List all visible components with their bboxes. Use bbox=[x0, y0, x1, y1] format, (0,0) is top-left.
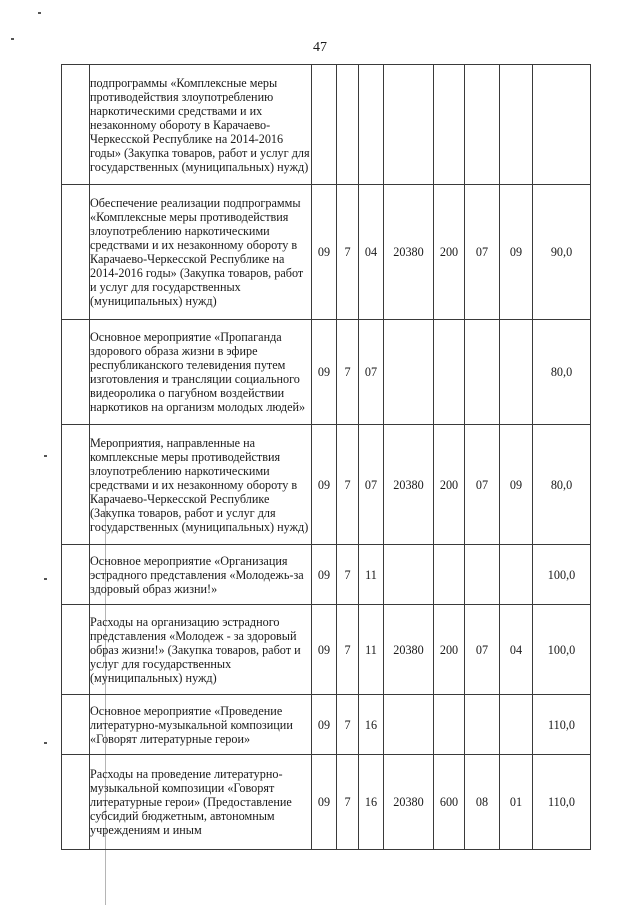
kosgu-code-1 bbox=[465, 65, 500, 185]
row-description: Основное мероприятие «Пропаганда здорового образа жизни в эфире республиканского телевидения путем изготовления и трансляции социального видеоролика о пагубном воздействии наркотиков на организм молодых людей» bbox=[90, 320, 312, 425]
section-code: 7 bbox=[337, 425, 359, 545]
subsection-code: 04 bbox=[359, 185, 384, 320]
subsection-code: 11 bbox=[359, 605, 384, 695]
kosgu-code-1 bbox=[465, 320, 500, 425]
section-code: 7 bbox=[337, 320, 359, 425]
row-description: Мероприятия, направленные на комплексные меры противодействия злоупотреблению наркотическими средствами и их незаконному обороту в Карачаево-Черкесской Республике (Закупка товаров, работ и услуг для государственных (муниципальных) нужд) bbox=[90, 425, 312, 545]
kosgu-code-2 bbox=[500, 320, 533, 425]
target-code: 20380 bbox=[384, 425, 434, 545]
kosgu-code-1: 07 bbox=[465, 185, 500, 320]
amount: 110,0 bbox=[533, 755, 591, 850]
kosgu-code-2: 09 bbox=[500, 185, 533, 320]
expense-type-code bbox=[434, 545, 465, 605]
kosgu-code-2: 09 bbox=[500, 425, 533, 545]
row-description: Расходы на проведение литературно-музыкальной композиции «Говорят литературные герои» (Предоставление субсидий бюджетным, автономным учреждениям и иным bbox=[90, 755, 312, 850]
target-code: 20380 bbox=[384, 185, 434, 320]
kosgu-code-1 bbox=[465, 695, 500, 755]
margin-mark bbox=[11, 38, 14, 40]
table-row bbox=[62, 320, 591, 425]
margin-mark bbox=[44, 742, 47, 744]
kosgu-code-2 bbox=[500, 695, 533, 755]
amount: 80,0 bbox=[533, 320, 591, 425]
table-row bbox=[62, 185, 591, 320]
table-row bbox=[62, 545, 591, 605]
expense-type-code: 200 bbox=[434, 425, 465, 545]
amount: 90,0 bbox=[533, 185, 591, 320]
expense-type-code bbox=[434, 65, 465, 185]
subsection-code: 07 bbox=[359, 425, 384, 545]
ministry-code: 09 bbox=[312, 695, 337, 755]
kosgu-code-2 bbox=[500, 65, 533, 185]
kosgu-code-1: 07 bbox=[465, 425, 500, 545]
row-description: Основное мероприятие «Организация эстрадного представления «Молодежь-за здоровый образ жизни!» bbox=[90, 545, 312, 605]
ministry-code: 09 bbox=[312, 545, 337, 605]
kosgu-code-2: 04 bbox=[500, 605, 533, 695]
kosgu-code-2 bbox=[500, 545, 533, 605]
target-code bbox=[384, 545, 434, 605]
amount: 80,0 bbox=[533, 425, 591, 545]
subsection-code: 07 bbox=[359, 320, 384, 425]
section-code: 7 bbox=[337, 185, 359, 320]
ministry-code: 09 bbox=[312, 320, 337, 425]
expense-type-code: 200 bbox=[434, 605, 465, 695]
page-number: 47 bbox=[313, 40, 327, 55]
subsection-code: 11 bbox=[359, 545, 384, 605]
subsection-code: 16 bbox=[359, 695, 384, 755]
row-description: Обеспечение реализации подпрограммы «Комплексные меры противодействия злоупотреблению наркотическими средствами и их незаконному обороту в Карачаево-Черкесской Республике на 2014-2016 годы» (Закупка товаров, работ и услуг для государственных (муниципальных) нужд) bbox=[90, 185, 312, 320]
table-row bbox=[62, 755, 591, 850]
table-row bbox=[62, 695, 591, 755]
expense-type-code: 200 bbox=[434, 185, 465, 320]
expense-type-code bbox=[434, 320, 465, 425]
row-description: Основное мероприятие «Проведение литературно-музыкальной композиции «Говорят литературные герои» bbox=[90, 695, 312, 755]
kosgu-code-1: 07 bbox=[465, 605, 500, 695]
kosgu-code-2: 01 bbox=[500, 755, 533, 850]
budget-table bbox=[61, 64, 590, 850]
amount: 100,0 bbox=[533, 545, 591, 605]
amount: 110,0 bbox=[533, 695, 591, 755]
target-code bbox=[384, 65, 434, 185]
section-code: 7 bbox=[337, 755, 359, 850]
margin-mark bbox=[44, 455, 47, 457]
table-row bbox=[62, 605, 591, 695]
section-code: 7 bbox=[337, 545, 359, 605]
margin-mark bbox=[38, 12, 41, 14]
ministry-code bbox=[312, 65, 337, 185]
target-code: 20380 bbox=[384, 605, 434, 695]
margin-mark bbox=[44, 578, 47, 580]
subsection-code: 16 bbox=[359, 755, 384, 850]
row-description: Расходы на организацию эстрадного представления «Молодеж - за здоровый образ жизни!» (Закупка товаров, работ и услуг для государственных (муниципальных) нужд) bbox=[90, 605, 312, 695]
section-code bbox=[337, 65, 359, 185]
row-description: подпрограммы «Комплексные меры противодействия злоупотреблению наркотическими средствами и их незаконному обороту в Карачаево-Черкесской Республике на 2014-2016 годы» (Закупка товаров, работ и услуг для государственных (муниципальных) нужд) bbox=[90, 65, 312, 185]
ministry-code: 09 bbox=[312, 755, 337, 850]
expense-type-code: 600 bbox=[434, 755, 465, 850]
target-code bbox=[384, 320, 434, 425]
amount bbox=[533, 65, 591, 185]
ministry-code: 09 bbox=[312, 185, 337, 320]
ministry-code: 09 bbox=[312, 425, 337, 545]
table-row bbox=[62, 425, 591, 545]
amount: 100,0 bbox=[533, 605, 591, 695]
section-code: 7 bbox=[337, 695, 359, 755]
kosgu-code-1: 08 bbox=[465, 755, 500, 850]
ministry-code: 09 bbox=[312, 605, 337, 695]
target-code: 20380 bbox=[384, 755, 434, 850]
subsection-code bbox=[359, 65, 384, 185]
table-row bbox=[62, 65, 591, 185]
expense-type-code bbox=[434, 695, 465, 755]
target-code bbox=[384, 695, 434, 755]
kosgu-code-1 bbox=[465, 545, 500, 605]
section-code: 7 bbox=[337, 605, 359, 695]
